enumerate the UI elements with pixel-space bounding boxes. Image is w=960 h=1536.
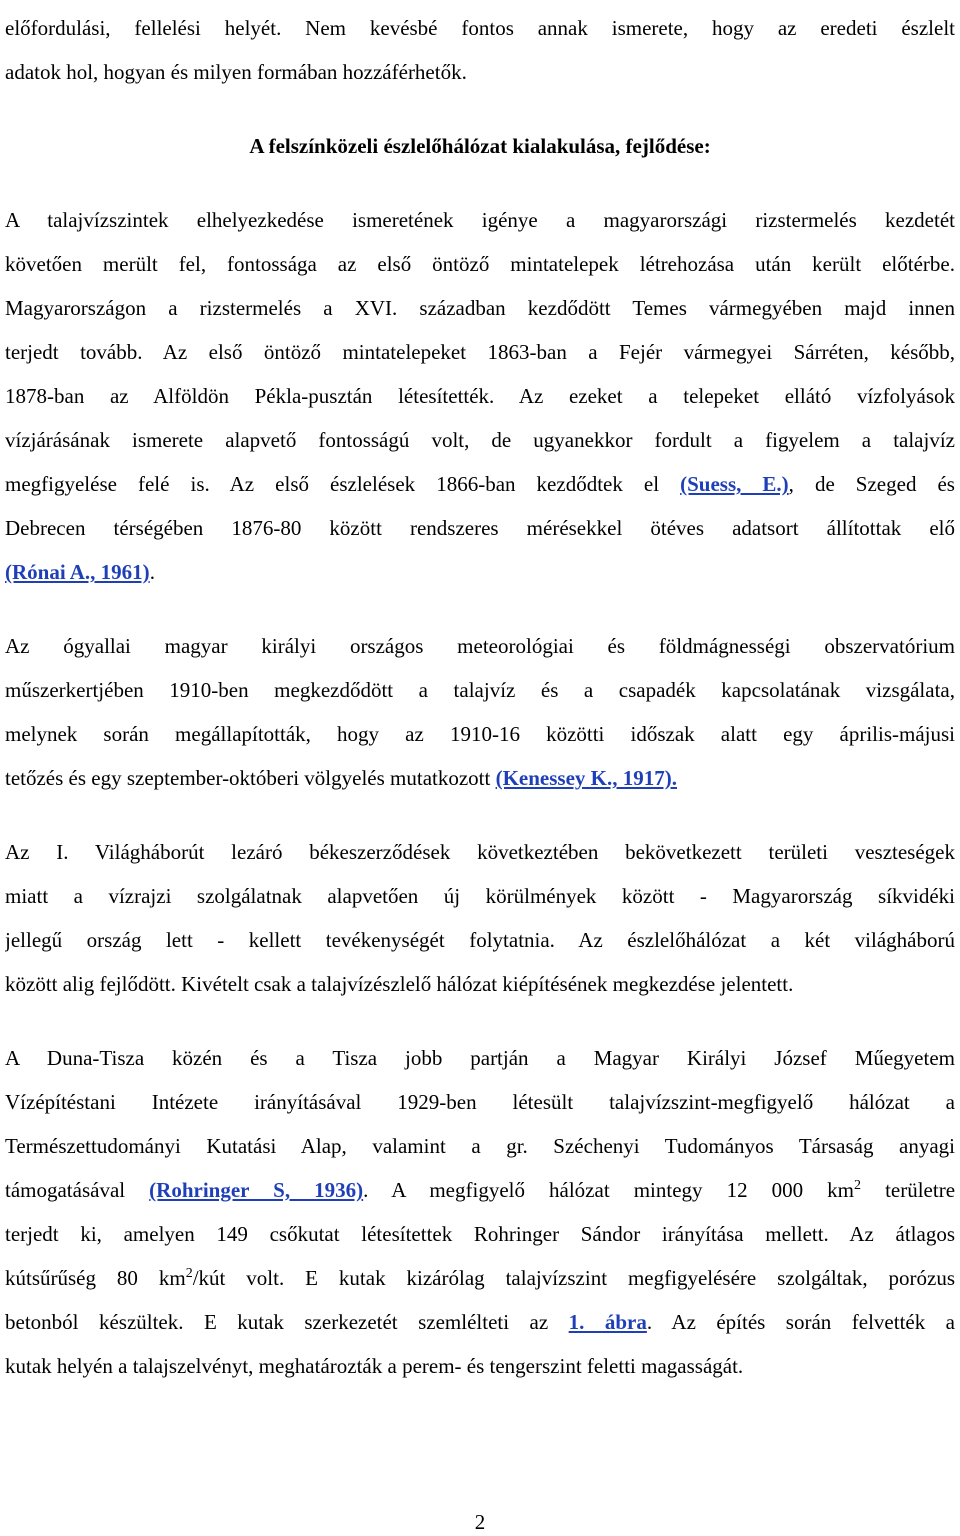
superscript: 2 — [854, 1178, 862, 1193]
text-line: vízjárásának ismerete alapvető fontosságú volt, de ugyanekkor fordult a figyelem a talajvíz — [5, 428, 955, 452]
text-line: kutak helyén a talajszelvényt, meghatározták a perem- és tengerszint feletti magasságát. — [5, 1354, 744, 1378]
text-line: terjedt tovább. Az első öntöző mintatelepeket 1863-ban a Fejér vármegyei Sárréten, később, — [5, 340, 955, 364]
text-line — [5, 1256, 955, 1300]
text-span: megfigyelése felé is. Az első észlelések 1866-ban kezdődtek el — [5, 472, 681, 496]
reference-link-suess[interactable]: (Suess, E.) — [680, 472, 789, 496]
text-span: /kút volt. E kutak kizárólag talajvízszint megfigyelésére szolgáltak, porózus — [192, 1266, 955, 1290]
text-line: Az I. Világháborút lezáró békeszerződések következtében bekövetkezett területi veszteségek — [5, 840, 955, 864]
text-span: . Az építés során felvették a — [646, 1310, 955, 1334]
reference-link-ronai[interactable]: (Rónai A., 1961) — [5, 560, 150, 584]
text-span: , de Szeged és — [788, 472, 955, 496]
text-line: előfordulási, fellelési helyét. Nem kevésbé fontos annak ismerete, hogy az eredeti észlelt — [5, 16, 955, 40]
paragraph-rice-history — [5, 198, 955, 594]
text-line: A talajvízszintek elhelyezkedése ismeretének igénye a magyarországi rizstermelés kezdetét — [5, 208, 955, 232]
text-span: . A megfigyelő hálózat mintegy 12 000 km — [363, 1178, 855, 1202]
text-line — [5, 756, 955, 800]
text-line: melynek során megállapították, hogy az 1910-16 közötti időszak alatt egy április-májusi — [5, 722, 955, 746]
superscript: 2 — [185, 1266, 193, 1281]
paragraph-monitoring-network — [5, 1036, 955, 1388]
text-line: műszerkertjében 1910-ben megkezdődött a talajvíz és a csapadék kapcsolatának vizsgálata, — [5, 678, 955, 702]
text-span: . — [149, 560, 155, 584]
text-line: követően merült fel, fontossága az első öntöző mintatelepek létrehozása után került előtérbe. — [5, 252, 955, 276]
text-span: kútsűrűség 80 km — [5, 1266, 186, 1290]
text-line — [5, 1300, 955, 1344]
text-span: támogatásával — [5, 1178, 150, 1202]
text-line: miatt a vízrajzi szolgálatnak alapvetően új körülmények között - Magyarország síkvidéki — [5, 884, 955, 908]
text-line — [5, 462, 955, 506]
text-line: terjedt ki, amelyen 149 csőkutat létesítettek Rohringer Sándor irányítása mellett. Az átlagos — [5, 1222, 955, 1246]
text-line: Vízépítéstani Intézete irányításával 1929-ben létesült talajvízszint-megfigyelő hálózat a — [5, 1090, 955, 1114]
reference-link-rohringer[interactable]: (Rohringer S, 1936) — [149, 1178, 364, 1202]
figure-link[interactable]: 1. ábra — [568, 1310, 647, 1334]
text-line: Természettudományi Kutatási Alap, valamint a gr. Széchenyi Tudományos Társaság anyagi — [5, 1134, 955, 1158]
text-span: betonból készültek. E kutak szerkezetét szemlélteti az — [5, 1310, 569, 1334]
document-page — [5, 0, 955, 1388]
paragraph-ogyalla-observatory — [5, 624, 955, 800]
text-line: Magyarországon a rizstermelés a XVI. században kezdődött Temes vármegyében majd innen — [5, 296, 955, 320]
text-line — [5, 550, 955, 594]
text-line: A Duna-Tisza közén és a Tisza jobb partján a Magyar Királyi József Műegyetem — [5, 1046, 955, 1070]
text-line: között alig fejlődött. Kivételt csak a talajvízészlelő hálózat kiépítésének megkezdése jelentett. — [5, 972, 794, 996]
section-heading: A felszínközeli észlelőhálózat kialakulása, fejlődése: — [249, 134, 711, 158]
text-line: Az ógyallai magyar királyi országos meteorológiai és földmágnességi obszervatórium — [5, 634, 955, 658]
text-line — [5, 1168, 955, 1212]
intro-paragraph — [5, 6, 955, 94]
text-line: 1878-ban az Alföldön Pékla-pusztán létesítették. Az ezeket a telepeket ellátó vízfolyások — [5, 384, 955, 408]
text-span: tetőzés és egy szeptember-októberi völgyelés mutatkozott — [5, 766, 496, 790]
reference-link-kenessey[interactable]: (Kenessey K., 1917). — [495, 766, 677, 790]
text-line: jellegű ország lett - kellett tevékenységét folytatnia. Az észlelőhálózat a két világháború — [5, 928, 955, 952]
text-line: Debrecen térségében 1876-80 között rendszeres mérésekkel ötéves adatsort állítottak elő — [5, 516, 955, 540]
paragraph-ww1-aftermath — [5, 830, 955, 1006]
text-line: adatok hol, hogyan és milyen formában hozzáférhetők. — [5, 60, 467, 84]
page-number: 2 — [474, 1510, 486, 1534]
text-span: területre — [861, 1178, 955, 1202]
